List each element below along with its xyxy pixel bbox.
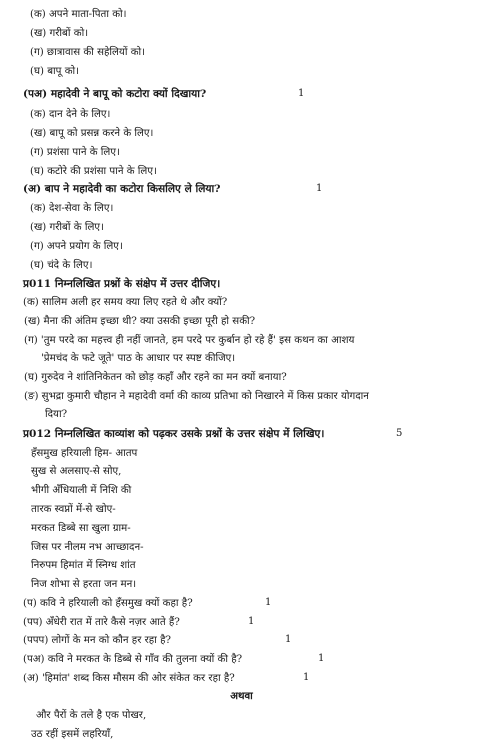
poem-line: मरकत डिब्बे सा खुला ग्राम- bbox=[31, 523, 131, 534]
option-line: (ग) प्रशंसा पाने के लिए। bbox=[30, 147, 120, 158]
option-line: (क) देश-सेवा के लिए। bbox=[30, 203, 114, 214]
option-line: (ग) अपने प्रयोग के लिए। bbox=[30, 241, 123, 252]
sub-question: (पप) अँधेरी रात में तारे कैसे नज़र आते हैं? bbox=[23, 617, 180, 628]
marks-label: 1 bbox=[318, 653, 325, 664]
sub-question: (पपप) लोगों के मन को कौन हर रहा है? bbox=[23, 635, 171, 646]
option-line: (ख) गरीबों को। bbox=[30, 28, 89, 39]
option-line: (क) अपने माता-पिता को। bbox=[30, 9, 127, 20]
marks-label: 1 bbox=[265, 597, 272, 608]
marks-label: 1 bbox=[285, 634, 292, 645]
poem-line: उठ रहीं इसमें लहरियाँ, bbox=[31, 729, 114, 740]
marks-label: 1 bbox=[298, 88, 305, 99]
or-divider-heading: अथवा bbox=[230, 690, 253, 702]
question-heading: प्र011 निम्नलिखित प्रश्नों के संक्षेप में उत्तर दीजिए। bbox=[23, 278, 221, 290]
poem-line: हँसमुख हरियाली हिम- आतप bbox=[31, 448, 138, 459]
option-line: (क) दान देने के लिए। bbox=[30, 109, 111, 120]
option-line: (ख) गरीबों के लिए। bbox=[30, 222, 104, 233]
option-line: (ख) बापू को प्रसन्न करने के लिए। bbox=[30, 128, 154, 139]
marks-label: 5 bbox=[396, 428, 403, 439]
question-heading: (पअ) महादेवी ने बापू को कटोरा क्यों दिखाया? bbox=[23, 88, 207, 100]
question-heading: (अ) बाप ने महादेवी का कटोरा किसलिए ले लिया? bbox=[23, 183, 221, 195]
sub-question: (अ) 'हिमांत' शब्द किस मौसम की ओर संकेत कर रहा है? bbox=[23, 673, 235, 684]
poem-line: और पैरों के तले है एक पोखर, bbox=[36, 710, 147, 721]
poem-line: जिस पर नीलम नभ आच्छादन- bbox=[31, 542, 144, 553]
option-line: (घ) कटोरे की प्रशंसा पाने के लिए। bbox=[30, 166, 157, 177]
short-question: (ख) मैना की अंतिम इच्छा थी? क्या उसकी इच्छा पूरी हो सकी? bbox=[24, 316, 256, 327]
short-question: (क) सालिम अली हर समय क्या लिए रहते थे और क्यों? bbox=[23, 297, 228, 308]
poem-line: निज शोभा से हरता जन मन। bbox=[31, 579, 137, 590]
marks-label: 1 bbox=[248, 616, 255, 627]
poem-line: तारक स्वप्नों में-से खोए- bbox=[31, 504, 116, 515]
option-line: (घ) बापू को। bbox=[30, 66, 80, 77]
poem-line: निरुपम हिमांत में स्निग्ध शांत bbox=[31, 560, 136, 571]
short-question: (ङ) सुभद्रा कुमारी चौहान ने महादेवी वर्मा की काव्य प्रतिभा को निखारने में किस प्रकार योगदान bbox=[24, 391, 369, 402]
short-question-continued: दिया? bbox=[45, 409, 68, 420]
sub-question: (पअ) कवि ने मरकत के डिब्बे से गाँव की तुलना क्यों की है? bbox=[23, 654, 243, 665]
poem-line: सुख से अलसाए-से सोए, bbox=[31, 466, 122, 477]
poem-line: भीगी अँधियाली में निशि की bbox=[31, 485, 132, 496]
option-line: (ग) छात्रावास की सहेलियों को। bbox=[30, 47, 146, 58]
option-line: (घ) चंदे के लिए। bbox=[30, 260, 93, 271]
short-question: (ग) 'तुम परदे का महत्त्व ही नहीं जानते, हम परदे पर कुर्बान हो रहे हैं' इस कथन का आशय bbox=[24, 335, 355, 346]
short-question-continued: 'प्रेमचंद के फटे जूते' पाठ के आधार पर स्पष्ट कीजिए। bbox=[41, 353, 236, 364]
short-question: (घ) गुरुदेव ने शांतिनिकेतन को छोड़ कहाँ और रहने का मन क्यों बनाया? bbox=[24, 372, 287, 383]
question-heading: प्र012 निम्नलिखित काव्यांश को पढ़कर उसके प्रश्नों के उत्तर संक्षेप में लिखिए। bbox=[23, 428, 325, 440]
sub-question: (प) कवि ने हरियाली को हँसमुख क्यों कहा है? bbox=[23, 598, 193, 609]
marks-label: 1 bbox=[316, 183, 323, 194]
marks-label: 1 bbox=[303, 672, 310, 683]
